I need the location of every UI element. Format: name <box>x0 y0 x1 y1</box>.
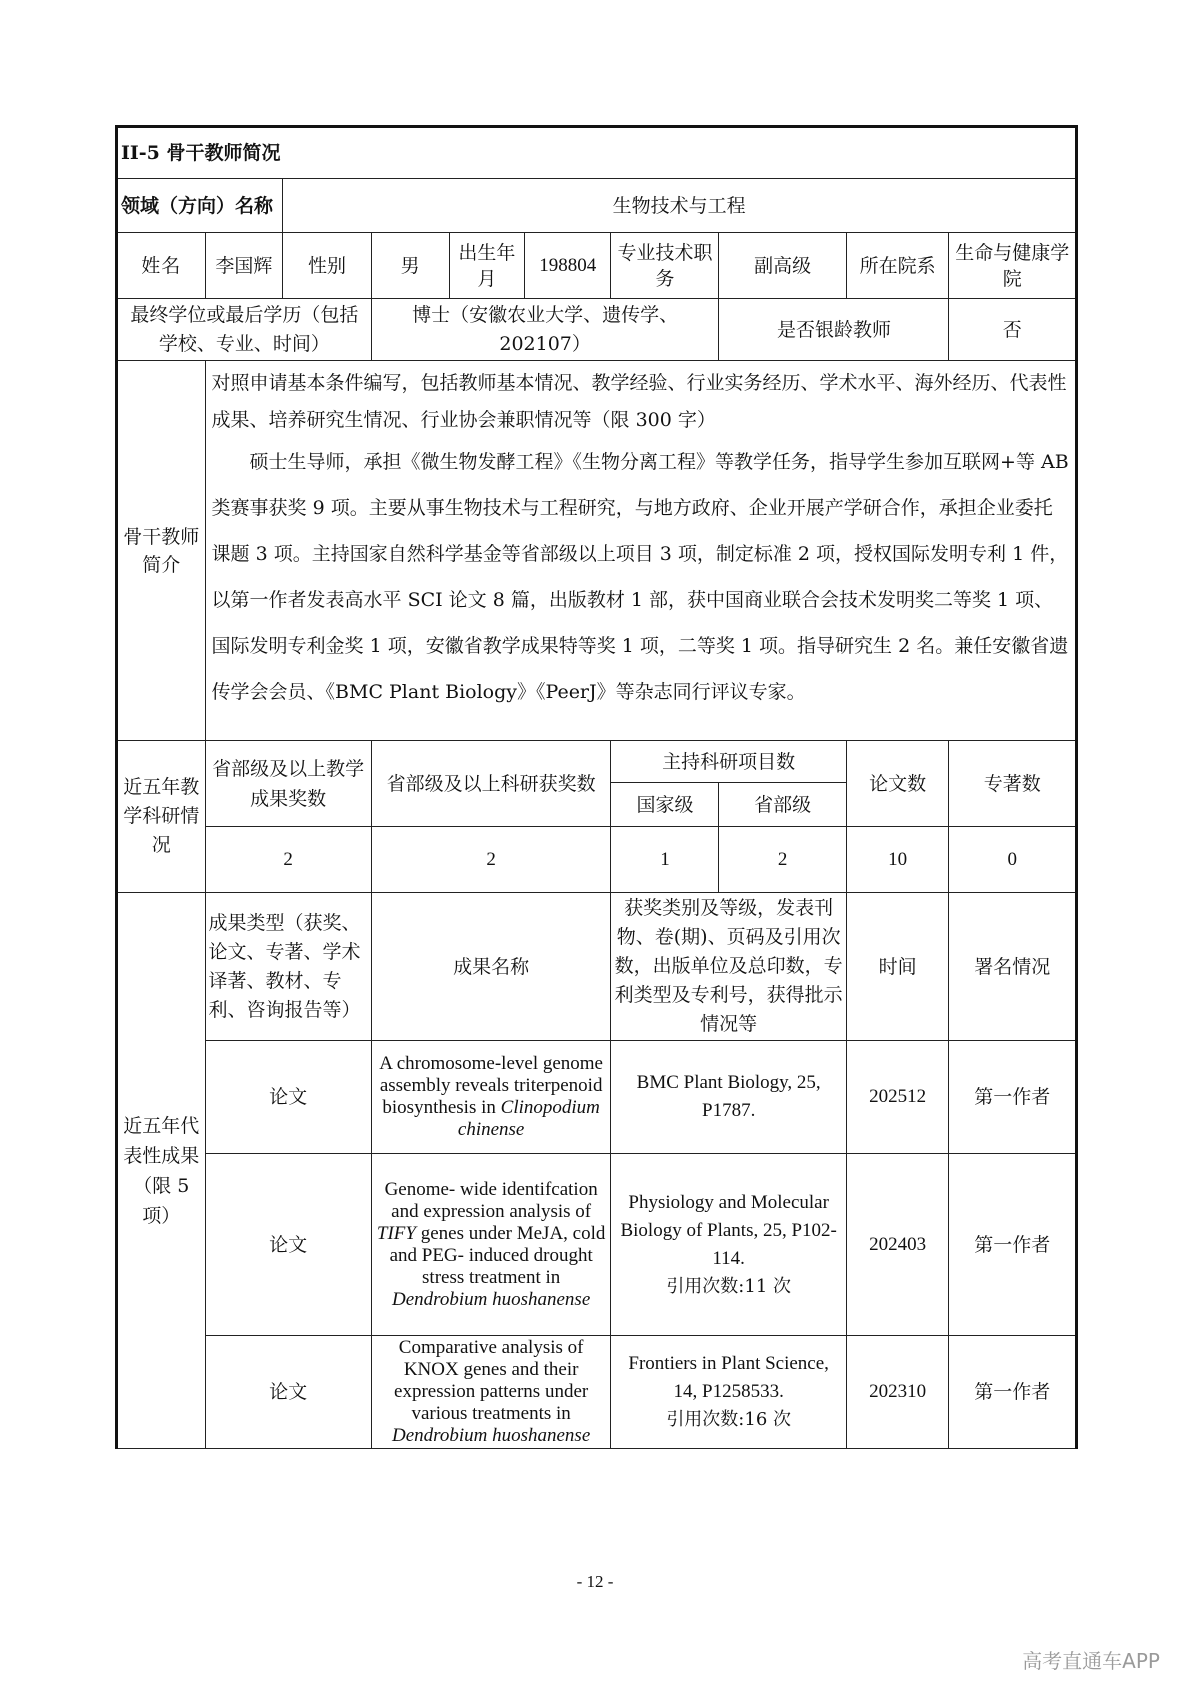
row-citations: 引用次数:16 次 <box>666 1409 792 1430</box>
row-time: 202403 <box>846 1154 949 1336</box>
header-time: 时间 <box>846 893 949 1041</box>
row-title <box>371 1154 611 1336</box>
field-label: 领域（方向）名称 <box>117 179 283 233</box>
row-detail-text: Physiology and Molecular Biology of Plants, 25, P102-114. <box>620 1191 837 1269</box>
row-title <box>371 1041 611 1154</box>
birth-value: 198804 <box>525 233 611 299</box>
row-author: 第一作者 <box>949 1154 1077 1336</box>
row-author: 第一作者 <box>949 1336 1077 1449</box>
teacher-form-table <box>115 125 1078 1449</box>
intro-label: 骨干教师简介 <box>117 361 206 741</box>
books-value: 0 <box>949 827 1077 893</box>
table-row <box>117 1336 1077 1449</box>
teaching-award-value: 2 <box>205 827 371 893</box>
row-type: 论文 <box>205 1154 371 1336</box>
dept-value: 生命与健康学院 <box>949 233 1077 299</box>
row-title-italic: Clinopodium chinense <box>457 1097 600 1140</box>
row-title-text: A chromosome-level genome assembly reveals triterpenoid biosynthesis in <box>379 1053 603 1118</box>
header-author: 署名情况 <box>949 893 1077 1041</box>
silver-label: 是否银龄教师 <box>719 299 949 361</box>
provincial-value: 2 <box>719 827 846 893</box>
row-title-italic: Dendrobium huoshanense <box>392 1288 591 1310</box>
row-title-text: Comparative analysis of KNOX genes and their expression patterns under various treatments in <box>394 1337 589 1424</box>
projects-label: 主持科研项目数 <box>611 741 846 783</box>
row-title-italic: TIFY <box>376 1222 416 1244</box>
provincial-label: 省部级 <box>719 783 846 827</box>
achievements-label: 近五年代表性成果（限 5 项） <box>117 893 206 1449</box>
research-award-value: 2 <box>371 827 611 893</box>
books-label: 专著数 <box>949 741 1077 827</box>
title-label: 专业技术职 务 <box>611 233 719 299</box>
row-title <box>371 1336 611 1449</box>
degree-label: 最终学位或最后学历（包括学校、专业、时间） <box>117 299 372 361</box>
research-award-label: 省部级及以上科研获奖数 <box>371 741 611 827</box>
row-detail <box>611 1336 846 1449</box>
stats-label: 近五年教学科研情况 <box>117 741 206 893</box>
row-type: 论文 <box>205 1336 371 1449</box>
header-type: 成果类型（获奖、论文、专著、学术译著、教材、专利、咨询报告等） <box>205 893 371 1041</box>
intro-cell <box>205 361 1076 741</box>
table-row <box>117 1041 1077 1154</box>
intro-body: 硕士生导师，承担《微生物发酵工程》《生物分离工程》等教学任务，指导学生参加互联网+等 AB 类赛事获奖 9 项。主要从事生物技术与工程研究，与地方政府、企业开展产学研合作，承担企业委托课题 3 项。主持国家自然科学基金等省部级以上项目 3 项，制定标准 2 项，授权国际发明专利 1 件，以第一作者发表高水平 SCI 论文 8 篇，出版教材 1 部，获中国商业联合会技术发明奖二等奖 1 项、国际发明专利金奖 1 项，安徽省教学成果特等奖 1 项，二等奖 1 项。指导研究生 2 名。兼任安徽省遗传学会会员、《BMC Plant Biology》《PeerJ》等杂志同行评议专家。 <box>211 451 1069 703</box>
row-detail <box>611 1154 846 1336</box>
national-value: 1 <box>611 827 719 893</box>
row-author: 第一作者 <box>949 1041 1077 1154</box>
row-time: 202512 <box>846 1041 949 1154</box>
header-name: 成果名称 <box>371 893 611 1041</box>
table-row <box>117 1154 1077 1336</box>
teaching-award-label: 省部级及以上教学成果奖数 <box>205 741 371 827</box>
intro-note: 对照申请基本条件编写，包括教师基本情况、教学经验、行业实务经历、学术水平、海外经历、代表性成果、培养研究生情况、行业协会兼职情况等（限 300 字） <box>211 372 1067 431</box>
gender-label: 性别 <box>283 233 372 299</box>
dept-label: 所在院系 <box>846 233 949 299</box>
field-value: 生物技术与工程 <box>283 179 1077 233</box>
page-number: - 12 - <box>576 1572 614 1591</box>
papers-value: 10 <box>846 827 949 893</box>
section-title: II-5 骨干教师简况 <box>117 127 1077 179</box>
row-detail: BMC Plant Biology, 25, P1787. <box>611 1041 846 1154</box>
silver-value: 否 <box>949 299 1077 361</box>
birth-label: 出生年月 <box>449 233 525 299</box>
row-time: 202310 <box>846 1336 949 1449</box>
watermark: 高考直通车APP <box>1022 1649 1160 1673</box>
name-label: 姓名 <box>117 233 206 299</box>
row-title-italic: Dendrobium huoshanense <box>392 1425 591 1446</box>
row-title-text: genes under MeJA, cold and PEG- induced drought stress treatment in <box>389 1222 606 1288</box>
papers-label: 论文数 <box>846 741 949 827</box>
row-type: 论文 <box>205 1041 371 1154</box>
row-detail-text: Frontiers in Plant Science, 14, P1258533. <box>628 1353 829 1402</box>
row-title-text: Genome- wide identifcation and expression analysis of <box>384 1178 598 1222</box>
gender-value: 男 <box>371 233 449 299</box>
row-citations: 引用次数:11 次 <box>666 1275 792 1297</box>
name-value: 李国辉 <box>205 233 283 299</box>
national-label: 国家级 <box>611 783 719 827</box>
degree-value: 博士（安徽农业大学、遗传学、202107） <box>371 299 719 361</box>
header-detail: 获奖类别及等级，发表刊物、卷(期)、页码及引用次数，出版单位及总印数，专利类型及专利号，获得批示情况等 <box>611 893 846 1041</box>
form-page <box>115 125 1078 1449</box>
title-value: 副高级 <box>719 233 846 299</box>
